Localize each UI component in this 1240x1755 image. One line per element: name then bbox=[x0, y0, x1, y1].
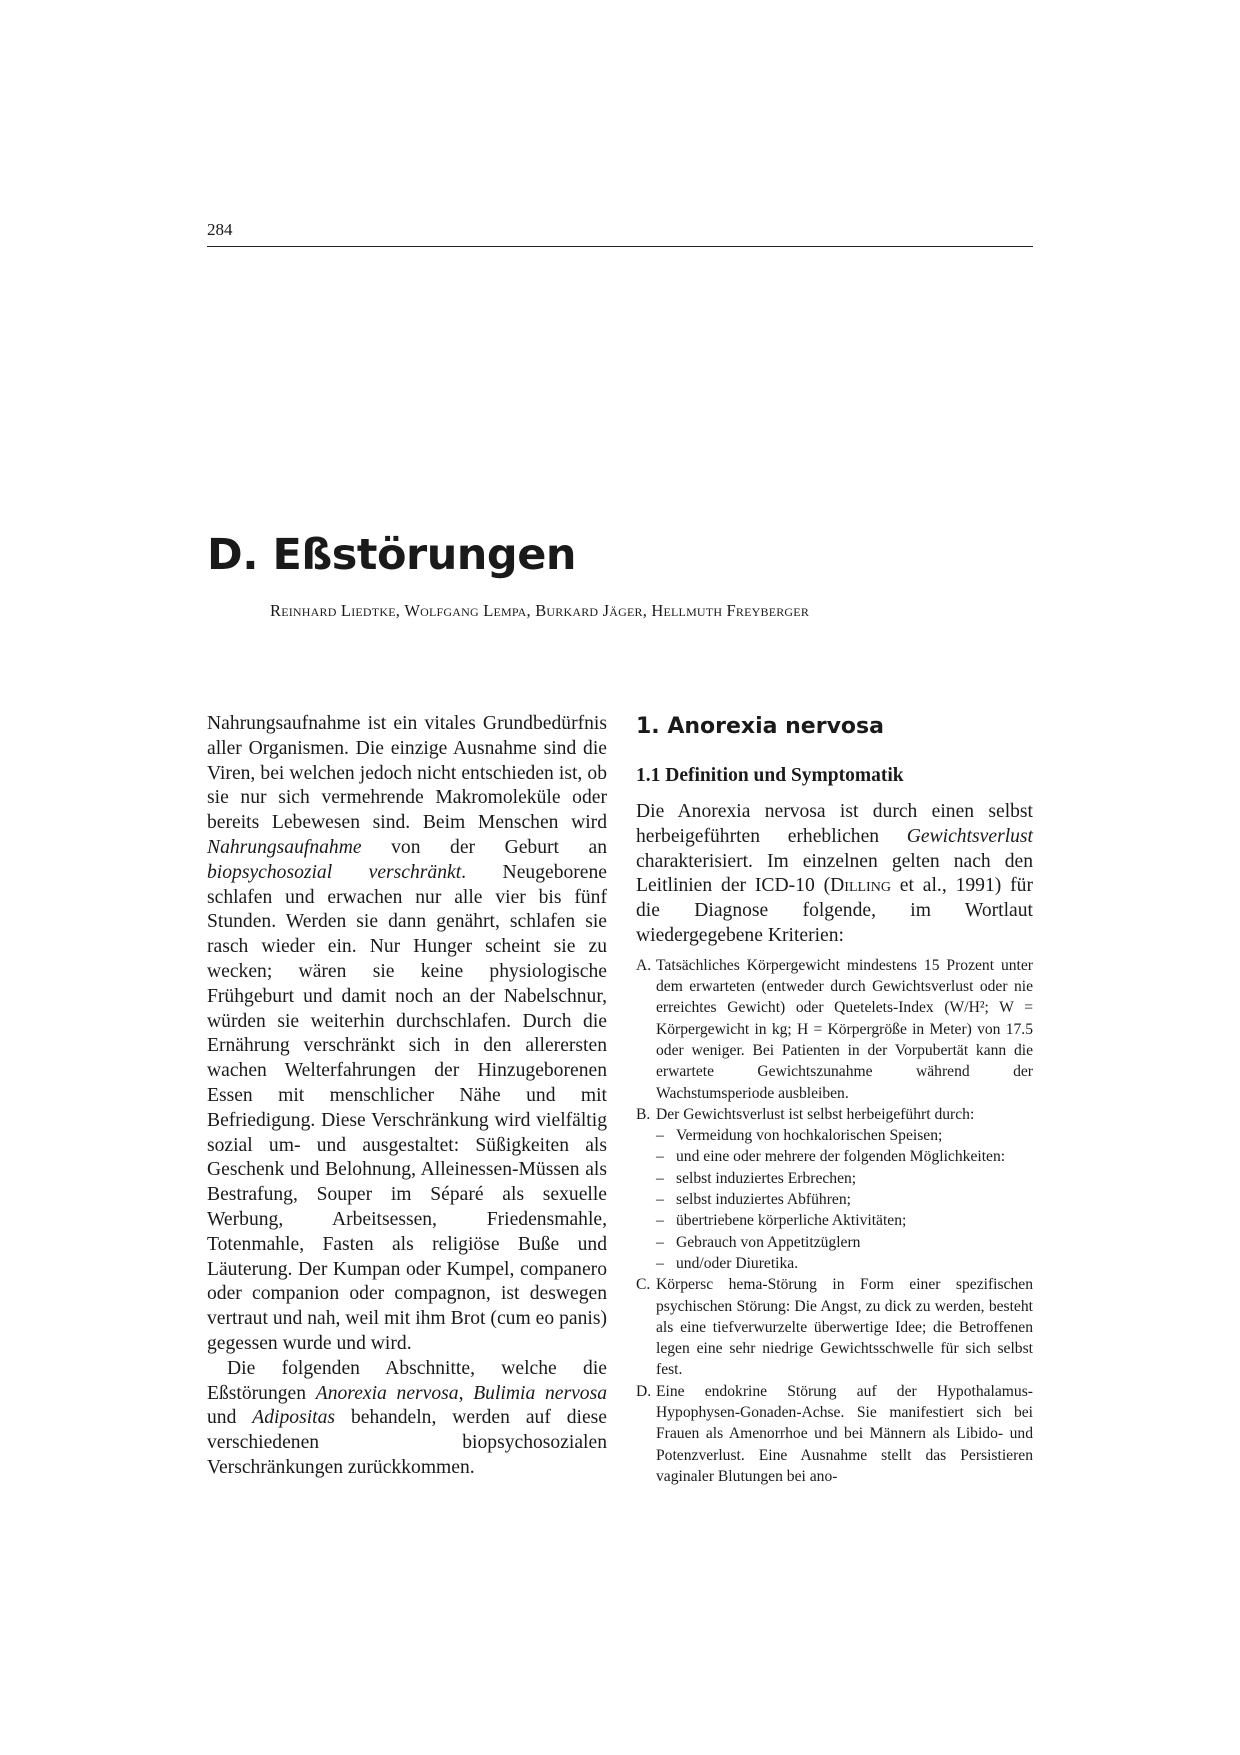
dash-item bbox=[656, 1168, 1033, 1189]
dash-mark: – bbox=[656, 1127, 664, 1145]
text-run: charakterisiert. Im einzelnen gelten nach den Leitlinien der ICD-10 ( bbox=[636, 850, 1033, 897]
criterion-letter: B. bbox=[636, 1105, 651, 1123]
dash-item-text: und eine oder mehrere der folgenden Möglichkeiten: bbox=[676, 1148, 1006, 1166]
text-run: von der Geburt an bbox=[361, 836, 607, 858]
author-name: Wolfgang Lempa bbox=[404, 601, 527, 620]
criterion-c bbox=[636, 1274, 1033, 1380]
criterion-text: Tatsächliches Körpergewicht mindestens 15 Prozent unter dem erwarteten (entweder durch Gewichtsverlust oder nie erreichtes Gewicht) oder Quetelets-Index (W/H²; W = Körpergewicht in kg; H = Körpergröße in Meter) von 17.5 oder weniger. Bei Patienten in der Vorpubertät kann die erwartete Gewichtszunahme während der Wachstumsperiode ausbleiben. bbox=[656, 956, 1033, 1102]
dash-item bbox=[656, 1125, 1033, 1146]
author-separator: , bbox=[642, 601, 652, 620]
header-rule bbox=[207, 246, 1033, 247]
definition-paragraph bbox=[636, 800, 1033, 949]
text-run: et al., 1991) für die Diagnose folgende, im Wortlaut wiedergegebene Kriterien: bbox=[636, 875, 1033, 946]
criterion-d bbox=[636, 1381, 1033, 1487]
dash-item bbox=[656, 1146, 1033, 1167]
author-separator: , bbox=[526, 601, 536, 620]
dash-item bbox=[656, 1210, 1033, 1231]
dash-item-text: und/oder Diuretika. bbox=[676, 1254, 799, 1272]
chapter-title: D. Eßstörungen bbox=[207, 530, 576, 580]
author-name: Reinhard Liedtke bbox=[270, 601, 396, 620]
right-column bbox=[636, 712, 1033, 1487]
text-run: Die folgenden Abschnitte, welche die Eßstörungen bbox=[207, 1357, 607, 1404]
criterion-letter: D. bbox=[636, 1382, 652, 1400]
dash-item-text: übertriebene körperliche Aktivitäten; bbox=[676, 1212, 907, 1230]
dash-item-text: selbst induziertes Abführen; bbox=[676, 1191, 851, 1209]
dash-item-text: Vermeidung von hochkalorischen Speisen; bbox=[676, 1127, 943, 1145]
text-run: , bbox=[458, 1382, 474, 1404]
left-column bbox=[207, 712, 607, 1481]
author-name: Hellmuth Freyberger bbox=[651, 601, 810, 620]
author-separator: , bbox=[395, 601, 405, 620]
criterion-letter: C. bbox=[636, 1276, 651, 1294]
dash-item bbox=[656, 1189, 1033, 1210]
dash-item-text: selbst induziertes Erbrechen; bbox=[676, 1169, 857, 1187]
dash-mark: – bbox=[656, 1212, 664, 1230]
dash-mark: – bbox=[656, 1169, 664, 1187]
dash-item-text: Gebrauch von Appetitzüglern bbox=[676, 1233, 861, 1251]
intro-paragraph bbox=[207, 712, 607, 1357]
criterion-text: Eine endokrine Störung auf der Hypothalamus-Hypophysen-Gonaden-Achse. Sie manifestiert sich bei Frauen als Amenorrhoe und bei Männern als Libido- und Potenzverlust. Eine Ausnahme stellt das Persistieren vaginaler Blutungen bei ano- bbox=[656, 1382, 1033, 1485]
text-run: behandeln, werden auf diese verschiedenen biopsychosozialen Verschränkungen zurückkommen. bbox=[207, 1407, 607, 1478]
subsection-heading: 1.1 Definition und Symptomatik bbox=[636, 765, 904, 786]
criterion-b bbox=[636, 1104, 1033, 1274]
criterion-a bbox=[636, 955, 1033, 1104]
text-run: Nahrungsaufnahme ist ein vitales Grundbedürfnis aller Organismen. Die einzige Ausnahme sind die Viren, bei welchen jedoch nicht entschieden ist, ob sie nur sich vermehrende Makromoleküle oder bereits Lebewesen sind. Beim Menschen wird bbox=[207, 713, 607, 834]
emphasis-text: Nahrungsaufnahme bbox=[207, 836, 362, 858]
author-name: Burkard Jäger bbox=[535, 601, 643, 620]
citation-author: Dilling bbox=[830, 875, 891, 897]
text-run: . Neugeborene schlafen und erwachen nur alle vier bis fünf Stunden. Werden sie dann genährt, schlafen sie rasch wieder ein. Nur Hunger scheint sie zu wecken; wären sie keine physiologische Frühgeburt und damit noch an der Nabelschnur, würden sie weiterhin durchschlafen. Durch die Ernährung verschränkt sich in den allerersten wachen Welterfahrungen der Hinzugeborenen Essen mit menschlicher Nähe und mit Befriedigung. Diese Verschränkung wird vielfältig sozial um- und ausgestaltet: Süßigkeiten als Geschenk und Belohnung, Alleinessen-Müssen als Bestrafung, Souper im Séparé als sexuelle Werbung, Arbeitsessen, Friedensmahle, Totenmahle, Fasten als religiöse Buße und Läuterung. Der Kumpan oder Kumpel, companero oder companion oder compagnon, ist deswegen vertraut und nah, weil mit ihm Brot (cum eo panis) gegessen wurde und wird. bbox=[207, 861, 608, 1354]
text-run: und bbox=[207, 1407, 253, 1429]
criterion-text: Der Gewichtsverlust ist selbst herbeigeführt durch: bbox=[656, 1105, 975, 1123]
text-run: Die Anorexia nervosa ist durch einen selbst herbeigeführten erheblichen bbox=[636, 801, 1033, 847]
emphasis-text: Adipositas bbox=[252, 1407, 336, 1429]
dash-item bbox=[656, 1232, 1033, 1253]
dash-mark: – bbox=[656, 1148, 664, 1166]
emphasis-text: Gewichtsverlust bbox=[906, 825, 1033, 847]
dash-mark: – bbox=[656, 1233, 664, 1251]
dash-mark: – bbox=[656, 1254, 664, 1272]
dash-item bbox=[656, 1253, 1033, 1274]
emphasis-text: Anorexia nervosa bbox=[315, 1382, 459, 1404]
dash-mark: – bbox=[656, 1191, 664, 1209]
page-number: 284 bbox=[207, 220, 233, 239]
emphasis-text: biopsychosozial verschränkt bbox=[207, 861, 462, 883]
overview-paragraph bbox=[207, 1357, 607, 1481]
section-heading: 1. Anorexia nervosa bbox=[636, 714, 884, 739]
criterion-letter: A. bbox=[636, 956, 652, 974]
authors-line bbox=[270, 600, 1030, 622]
criterion-text: Körpersc hema-Störung in Form einer spezifischen psychischen Störung: Die Angst, zu dick zu werden, besteht als eine tiefverwurzelte überwertige Idee; die Betroffenen legen eine sehr niedrige Gewichtsschwelle für sich selbst fest. bbox=[656, 1276, 1033, 1379]
criteria-list bbox=[636, 955, 1033, 1487]
dash-list bbox=[656, 1125, 1033, 1274]
emphasis-text: Bulimia nervosa bbox=[473, 1382, 607, 1404]
